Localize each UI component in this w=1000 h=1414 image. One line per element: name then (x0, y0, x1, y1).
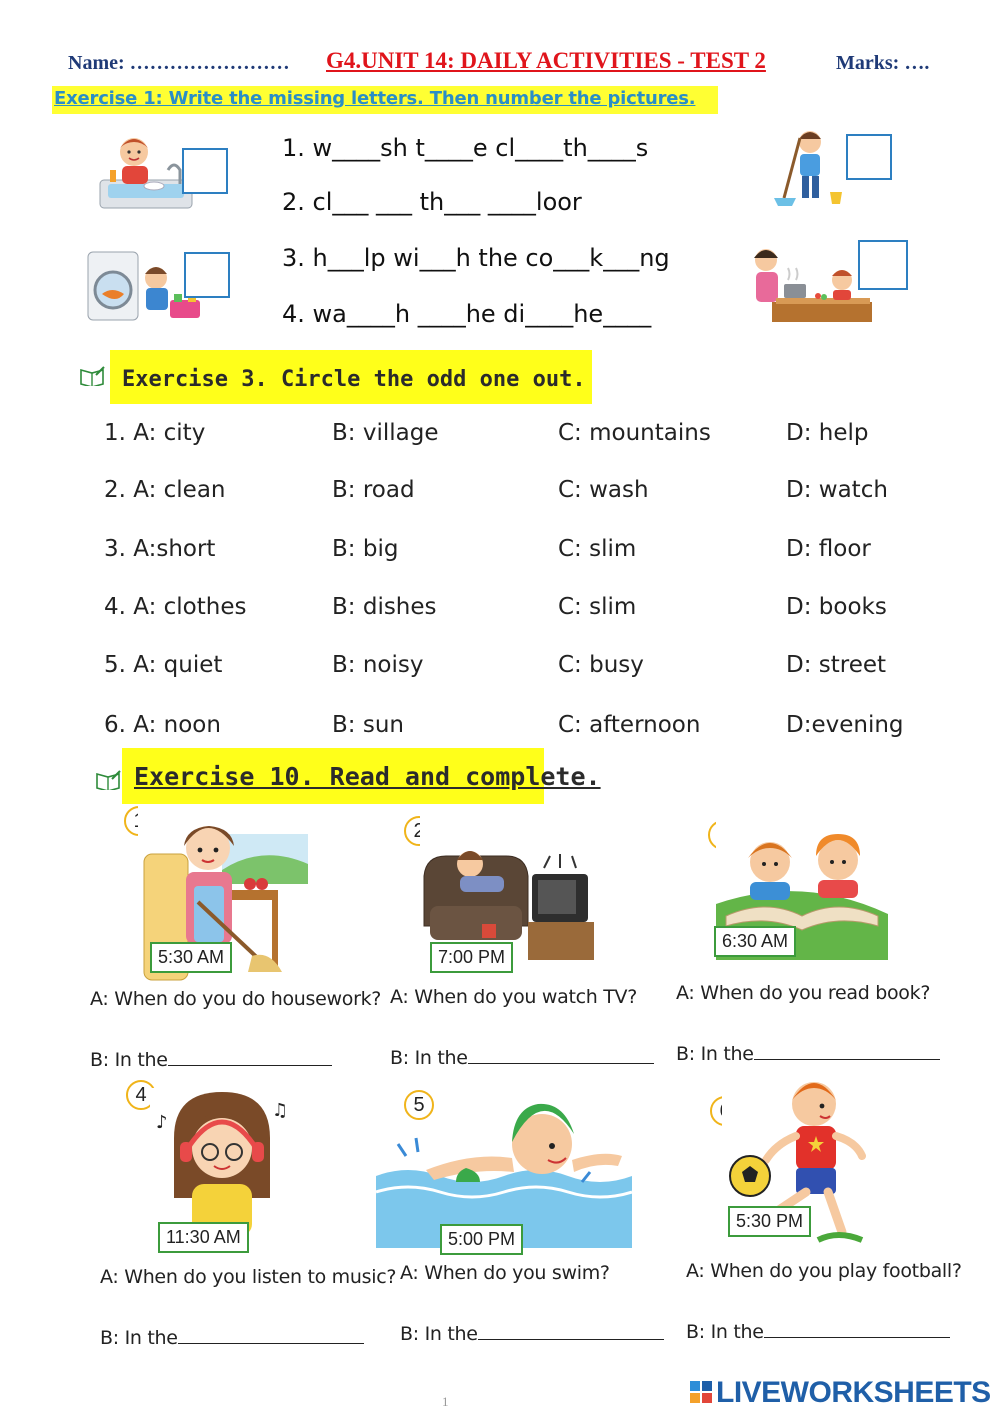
option-c[interactable]: C: afternoon (558, 712, 701, 738)
option-d[interactable]: D:evening (786, 712, 904, 738)
option-c[interactable]: C: slim (558, 536, 637, 562)
svg-text:♫: ♫ (272, 1100, 289, 1121)
question-1: A: When do you do housework? (90, 988, 382, 1010)
answer-row-2 (390, 1046, 654, 1069)
answer-row-3 (676, 1042, 940, 1065)
picture-number-box-1[interactable] (182, 148, 228, 194)
answer-prefix-6: B: In the (686, 1321, 764, 1343)
book-icon (96, 770, 122, 790)
option-d[interactable]: D: floor (786, 536, 871, 562)
time-label-5: 5:00 PM (440, 1224, 523, 1255)
picture-number-box-4[interactable] (858, 240, 908, 290)
answer-row-5 (400, 1322, 664, 1345)
exercise1-line-3: 3. h___lp wi___h the co___k___ng (282, 244, 670, 272)
time-label-2: 7:00 PM (430, 942, 513, 973)
option-a[interactable]: 3. A:short (104, 536, 216, 562)
item-number-6: 6 (710, 1096, 740, 1126)
answer-blank-3[interactable] (754, 1042, 940, 1060)
mopping-floor-picture (770, 126, 850, 210)
svg-text:♪: ♪ (156, 1112, 168, 1133)
exercise3-title: Exercise 3. Circle the odd one out. (110, 350, 592, 404)
answer-blank-6[interactable] (764, 1320, 950, 1338)
option-b[interactable]: B: village (332, 420, 439, 446)
item-number-1: 1 (124, 806, 154, 836)
answer-prefix-2: B: In the (390, 1047, 468, 1069)
book-icon (80, 366, 106, 386)
item-number-5: 5 (404, 1090, 434, 1120)
option-d[interactable]: D: watch (786, 477, 888, 503)
option-a[interactable]: 2. A: clean (104, 477, 226, 503)
option-d[interactable]: D: books (786, 594, 887, 620)
time-label-4: 11:30 AM (158, 1222, 249, 1253)
time-label-6: 5:30 PM (728, 1206, 811, 1237)
exercise1-line-2: 2. cl___ ___ th___ ____loor (282, 188, 582, 216)
option-a[interactable]: 5. A: quiet (104, 652, 223, 678)
option-c[interactable]: C: busy (558, 652, 644, 678)
option-a[interactable]: 1. A: city (104, 420, 206, 446)
item-number-4: 4 (126, 1080, 156, 1110)
option-c[interactable]: C: wash (558, 477, 649, 503)
option-b[interactable]: B: road (332, 477, 415, 503)
exercise1-line-4: 4. wa____h ____he di____he____ (282, 300, 652, 328)
answer-row-1 (90, 1048, 332, 1071)
option-b[interactable]: B: noisy (332, 652, 424, 678)
question-4: A: When do you listen to music? (100, 1266, 397, 1288)
answer-blank-1[interactable] (168, 1048, 332, 1066)
time-label-1: 5:30 AM (150, 942, 232, 973)
answer-row-4 (100, 1326, 364, 1349)
item-number-2: 2 (404, 816, 434, 846)
option-b[interactable]: B: dishes (332, 594, 437, 620)
question-5: A: When do you swim? (400, 1262, 610, 1284)
option-a[interactable]: 4. A: clothes (104, 594, 247, 620)
option-d[interactable]: D: street (786, 652, 887, 678)
option-a[interactable]: 6. A: noon (104, 712, 221, 738)
exercise10-title: Exercise 10. Read and complete. (122, 748, 544, 804)
listening-music-picture (150, 1088, 294, 1238)
liveworksheets-logo-icon (690, 1381, 712, 1403)
page-title: G4.UNIT 14: DAILY ACTIVITIES - TEST 2 (326, 48, 766, 73)
question-6: A: When do you play football? (686, 1260, 962, 1282)
question-3: A: When do you read book? (676, 982, 931, 1004)
answer-prefix-1: B: In the (90, 1049, 168, 1071)
answer-blank-4[interactable] (178, 1326, 364, 1344)
brand-name[interactable]: LIVEWORKSHEETS (716, 1376, 991, 1409)
question-2: A: When do you watch TV? (390, 986, 638, 1008)
exercise1-title: Exercise 1: Write the missing letters. Then number the pictures. (52, 86, 718, 114)
cooking-picture (744, 240, 874, 326)
answer-row-6 (686, 1320, 950, 1343)
marks-field-label: Marks: …. (836, 52, 930, 74)
exercise1-line-1: 1. w____sh t____e cl____th____s (282, 134, 649, 162)
picture-number-box-2[interactable] (184, 252, 230, 298)
answer-prefix-4: B: In the (100, 1327, 178, 1349)
answer-blank-5[interactable] (478, 1322, 664, 1340)
option-b[interactable]: B: big (332, 536, 399, 562)
answer-prefix-5: B: In the (400, 1323, 478, 1345)
time-label-3: 6:30 AM (714, 926, 796, 957)
answer-blank-2[interactable] (468, 1046, 654, 1064)
page-number: 1 (442, 1394, 449, 1409)
picture-number-box-3[interactable] (846, 134, 892, 180)
option-c[interactable]: C: slim (558, 594, 637, 620)
washing-dishes-picture (98, 130, 194, 214)
name-field-label: Name: …………………… (68, 52, 290, 74)
option-c[interactable]: C: mountains (558, 420, 711, 446)
option-d[interactable]: D: help (786, 420, 869, 446)
option-b[interactable]: B: sun (332, 712, 404, 738)
answer-prefix-3: B: In the (676, 1043, 754, 1065)
